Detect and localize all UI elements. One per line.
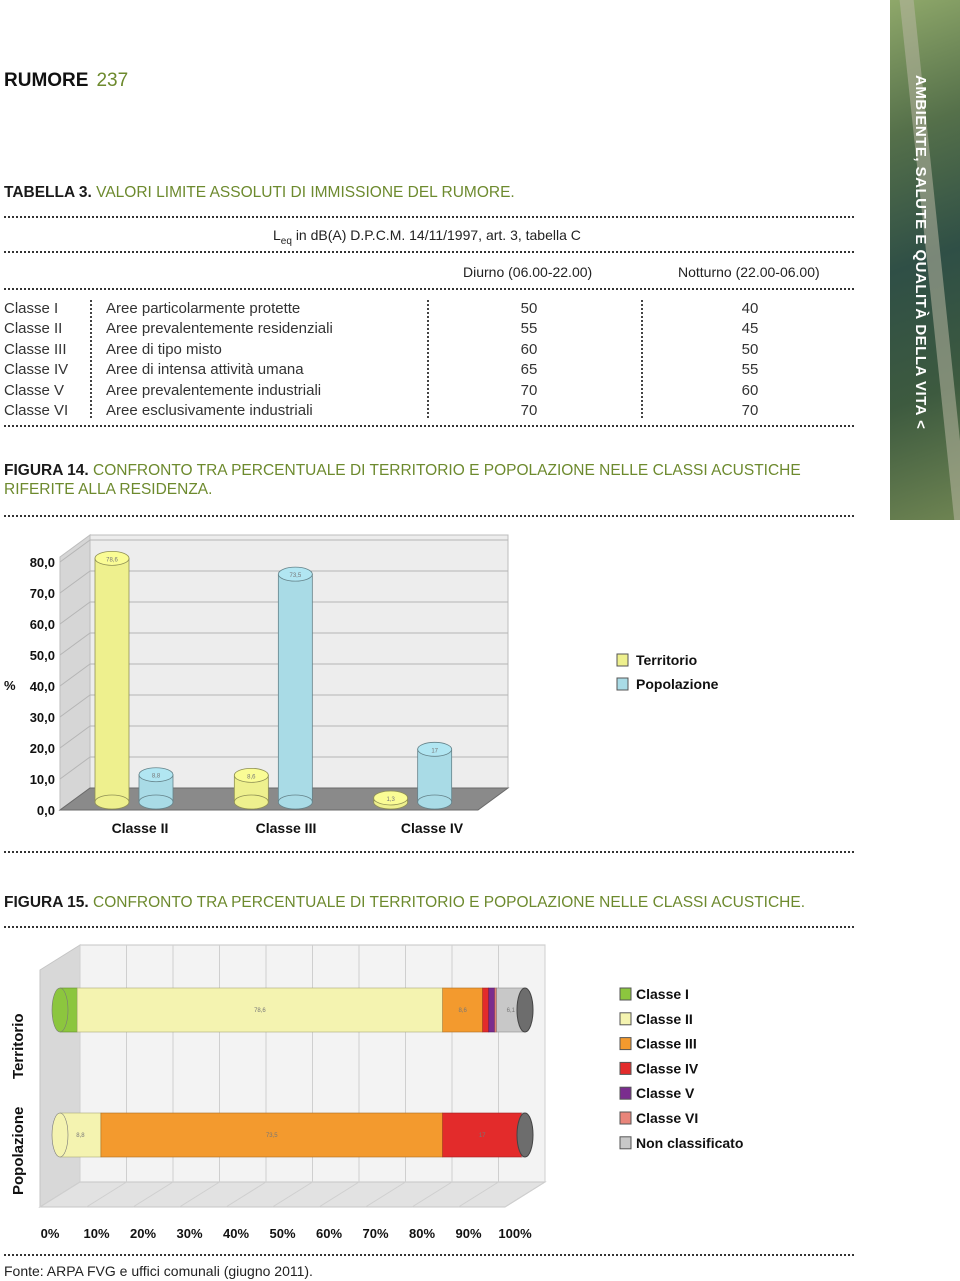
figure15-chart [0, 935, 860, 1255]
x-tick-label: 100% [498, 1226, 532, 1241]
x-tick-label: 40% [222, 1226, 250, 1241]
x-tick-label: 10% [83, 1226, 110, 1241]
segment-value-label: 8,6 [458, 1008, 467, 1014]
bar-end-cap [517, 1113, 533, 1157]
divider [4, 851, 854, 853]
figure15-caption: FIGURA 15. CONFRONTO TRA PERCENTUALE DI TERRITORIO E POPOLAZIONE NELLE CLASSI ACUSTICHE. [4, 894, 806, 911]
legend-label: Classe III [636, 1035, 697, 1052]
row-night: 45 [741, 320, 759, 337]
column-separator [427, 300, 429, 418]
row-day: 55 [520, 320, 538, 337]
bar-value-label: 8,6 [247, 774, 256, 781]
bar-start-cap [52, 988, 68, 1032]
bar-end-cap [517, 988, 533, 1032]
row-night: 55 [741, 361, 759, 378]
legend-swatch [620, 1112, 631, 1124]
side-photo-banner [890, 0, 960, 520]
section-title: RUMORE [4, 70, 89, 91]
table3-caption: TABELLA 3. VALORI LIMITE ASSOLUTI DI IMMISSIONE DEL RUMORE. [4, 184, 515, 201]
page-header [4, 70, 128, 92]
segment-value-label: 73,5 [265, 1133, 278, 1139]
divider [4, 288, 854, 290]
row-class: Classe II [4, 320, 63, 337]
legend-swatch [620, 1013, 631, 1025]
y-tick-label: 10,0 [29, 772, 55, 787]
bar-body [418, 749, 452, 802]
bar-value-label: 8,8 [151, 773, 161, 780]
row-desc: Aree di intensa attività umana [106, 361, 304, 378]
row-day: 70 [520, 402, 538, 419]
row-desc: Aree di tipo misto [106, 341, 222, 358]
bar-value-label: 73,5 [289, 573, 302, 580]
bar-segment [489, 988, 495, 1032]
divider [4, 926, 854, 928]
legend-swatch [617, 678, 628, 690]
bar-base [95, 795, 129, 809]
column-separator [641, 300, 643, 418]
x-category-label: Classe II [111, 820, 169, 836]
row-class: Classe V [4, 382, 65, 399]
y-tick-label: 80,0 [29, 555, 55, 570]
bar-base [139, 795, 173, 809]
row-desc: Aree prevalentemente industriali [106, 382, 322, 399]
row-class: Classe IV [4, 361, 69, 378]
row-night: 60 [741, 382, 759, 399]
y-tick-label: 60,0 [29, 617, 55, 632]
divider [4, 251, 854, 253]
side-banner-text: AMBIENTE, SALUTE E QUALITÀ DELLA VITA < [912, 75, 929, 430]
legend-label: Popolazione [636, 676, 719, 692]
legend-label: Classe II [636, 1010, 693, 1027]
bar-body [95, 558, 129, 802]
x-category-label: Classe IV [400, 820, 464, 836]
x-tick-label: 70% [362, 1226, 389, 1241]
bar-base [278, 795, 312, 809]
row-night: 70 [741, 402, 759, 419]
x-tick-label: 80% [408, 1226, 436, 1241]
y-category-label: Popolazione [10, 1106, 27, 1195]
source-note: Fonte: ARPA FVG e uffici comunali (giugno 2011). [4, 1263, 313, 1279]
x-tick-label: 30% [176, 1226, 203, 1241]
column-separator [90, 300, 92, 418]
legend-swatch [620, 1087, 631, 1099]
x-tick-label: 20% [129, 1226, 157, 1241]
chart-side-wall [40, 945, 80, 1207]
row-desc: Aree prevalentemente residenziali [106, 320, 333, 337]
legend-label: Classe I [636, 986, 689, 1002]
page-number: 237 [96, 70, 129, 91]
bar-start-cap [52, 1113, 68, 1157]
row-day: 50 [520, 300, 538, 317]
y-tick-label: 50,0 [29, 648, 55, 663]
table3-unit-row: $L_{eq}$ in dB(A) D.P.C.M. 14/11/1997, art. 3, tabella C [273, 227, 581, 247]
legend-swatch [617, 654, 628, 666]
x-tick-label: 50% [269, 1226, 296, 1241]
segment-value-label: 8,8 [76, 1133, 85, 1139]
chart-side-wall [60, 535, 90, 810]
legend-label: Non classificato [636, 1134, 744, 1151]
legend-label: Territorio [636, 652, 698, 668]
figure14-caption: FIGURA 14. CONFRONTO TRA PERCENTUALE DI TERRITORIO E POPOLAZIONE NELLE CLASSI ACUSTICHE RIFERITE ALLA RESIDENZA. [4, 462, 801, 498]
row-class: Classe III [4, 341, 67, 358]
y-tick-label: 30,0 [29, 710, 55, 725]
divider [4, 425, 854, 427]
legend-label: Classe VI [636, 1110, 699, 1126]
segment-value-label: 17 [478, 1133, 486, 1139]
y-tick-label: 20,0 [29, 741, 55, 756]
side-photo-canal [899, 0, 960, 520]
divider [4, 1254, 854, 1256]
row-night: 40 [741, 300, 759, 317]
divider [4, 216, 854, 218]
bar-base [418, 795, 452, 809]
row-day: 60 [520, 341, 538, 358]
y-tick-label: 0,0 [36, 803, 55, 818]
y-tick-label: 70,0 [29, 586, 55, 601]
x-tick-label: 90% [455, 1226, 482, 1241]
x-tick-label: 0% [40, 1226, 60, 1241]
row-night: 50 [741, 341, 759, 358]
legend-label: Classe V [636, 1085, 695, 1102]
row-day: 70 [520, 382, 538, 399]
row-desc: Aree esclusivamente industriali [106, 402, 313, 419]
row-class: Classe VI [4, 402, 69, 419]
y-category-label: Territorio [10, 1013, 27, 1079]
figure14-chart [0, 525, 860, 845]
bar-segment [483, 988, 489, 1032]
legend-swatch [620, 988, 631, 1000]
col-header-day: Diurno (06.00-22.00) [463, 264, 593, 280]
y-axis-unit: % [4, 678, 16, 693]
row-desc: Aree particolarmente protette [106, 300, 301, 317]
legend-swatch [620, 1038, 631, 1050]
bar-value-label: 1,3 [386, 796, 395, 803]
legend-swatch [620, 1062, 631, 1074]
bar-base [234, 795, 268, 809]
bar-value-label: 17 [431, 748, 439, 755]
bar-body [278, 574, 312, 802]
row-day: 65 [520, 361, 538, 378]
row-class: Classe I [4, 300, 59, 317]
col-header-night: Notturno (22.00-06.00) [678, 264, 820, 280]
legend-label: Classe IV [636, 1060, 699, 1077]
segment-value-label: 78,6 [254, 1008, 266, 1014]
bar-value-label: 78,6 [106, 557, 118, 564]
divider [4, 515, 854, 517]
y-tick-label: 40,0 [29, 679, 55, 694]
legend-swatch [620, 1137, 631, 1149]
segment-value-label: 6,1 [506, 1008, 515, 1014]
x-tick-label: 60% [315, 1226, 343, 1241]
x-category-label: Classe III [255, 820, 317, 836]
